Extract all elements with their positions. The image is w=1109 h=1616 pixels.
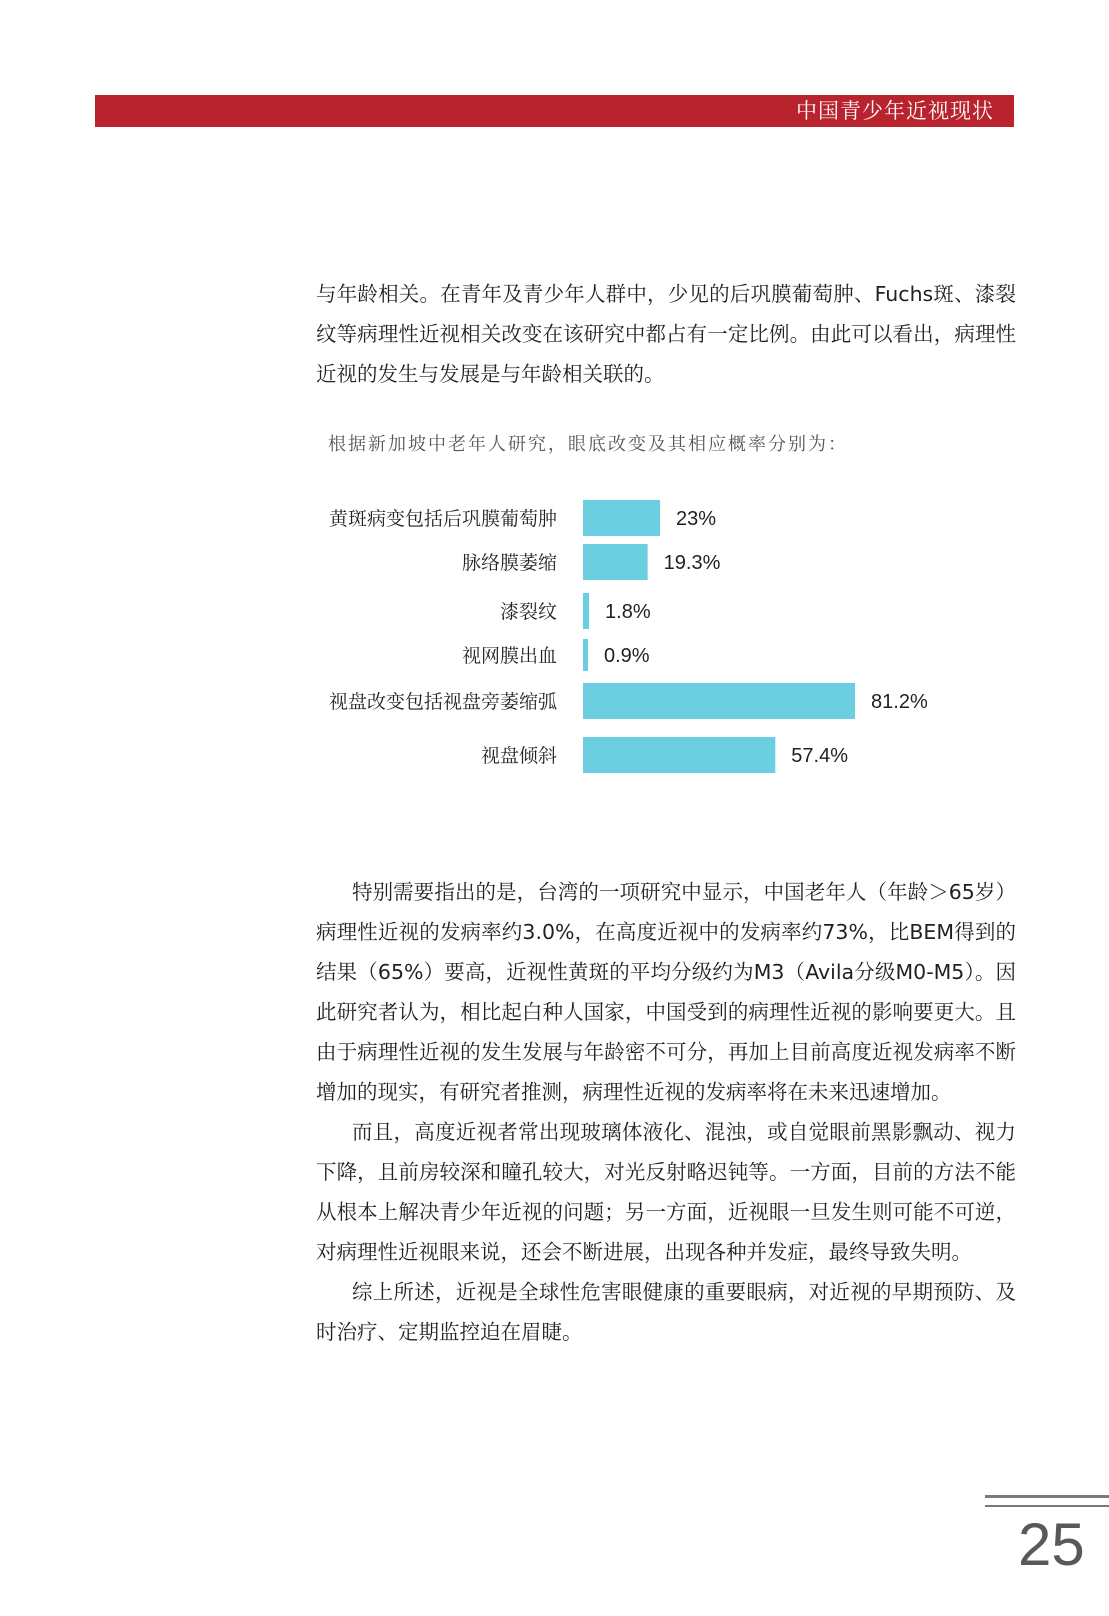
value-label: 23% [676,508,717,530]
intro-section [316,274,1016,394]
chart-caption: 根据新加坡中老年人研究，眼底改变及其相应概率分别为： [328,434,848,455]
value-label: 57.4% [791,745,849,767]
page-number: 25 [1018,1511,1085,1578]
value-label: 1.8% [605,601,651,623]
bar [583,683,855,719]
category-label: 漆裂纹 [499,601,557,623]
value-label: 81.2% [871,691,928,713]
page-rule-top [985,1495,1109,1498]
category-label: 脉络膜萎缩 [461,552,557,574]
page-rule-bottom [985,1505,1109,1507]
category-label: 视盘改变包括视盘旁萎缩弧 [328,691,557,713]
bar [583,737,775,773]
category-label: 黄斑病变包括后巩膜葡萄肿 [328,508,557,530]
bar-chart [300,500,1000,800]
category-label: 视盘倾斜 [480,745,557,767]
bar [583,544,648,580]
value-label: 0.9% [604,645,650,667]
category-label: 视网膜出血 [461,645,557,667]
body-paragraph-1: 特别需要指出的是，台湾的一项研究中显示，中国老年人（年龄＞65岁）病理性近视的发病率约3.0%，在高度近视中的发病率约73%，比BEM得到的结果（65%）要高，近视性黄斑的平均分级约为M3（Avila分级M0-M5）。因此研究者认为，相比起白种人国家，中国受到的病理性近视的影响要更大。且由于病理性近视的发生发展与年龄密不可分，再加上目前高度近视发病率不断增加的现实，有研究者推测，病理性近视的发病率将在未来迅速增加。 [316,880,1016,1104]
header-bar [95,95,1014,127]
bar [583,639,588,671]
section-title: 中国青少年近视现状 [796,99,994,123]
intro-paragraph: 与年龄相关。在青年及青少年人群中，少见的后巩膜葡萄肿、Fuchs斑、漆裂纹等病理性近视相关改变在该研究中都占有一定比例。由此可以看出，病理性近视的发生与发展是与年龄相关联的。 [316,282,1016,386]
value-label: 19.3% [663,552,721,574]
bar [583,593,589,629]
body-paragraph-2: 而且，高度近视者常出现玻璃体液化、混浊，或自觉眼前黑影飘动、视力下降，且前房较深和瞳孔较大，对光反射略迟钝等。一方面，目前的方法不能从根本上解决青少年近视的问题；另一方面，近视眼一旦发生则可能不可逆，对病理性近视眼来说，还会不断进展，出现各种并发症，最终导致失明。 [316,1120,1016,1264]
body-paragraph-3: 综上所述，近视是全球性危害眼健康的重要眼病，对近视的早期预防、及时治疗、定期监控迫在眉睫。 [316,1280,1016,1344]
body-section [316,872,1016,1352]
bar [583,500,660,536]
